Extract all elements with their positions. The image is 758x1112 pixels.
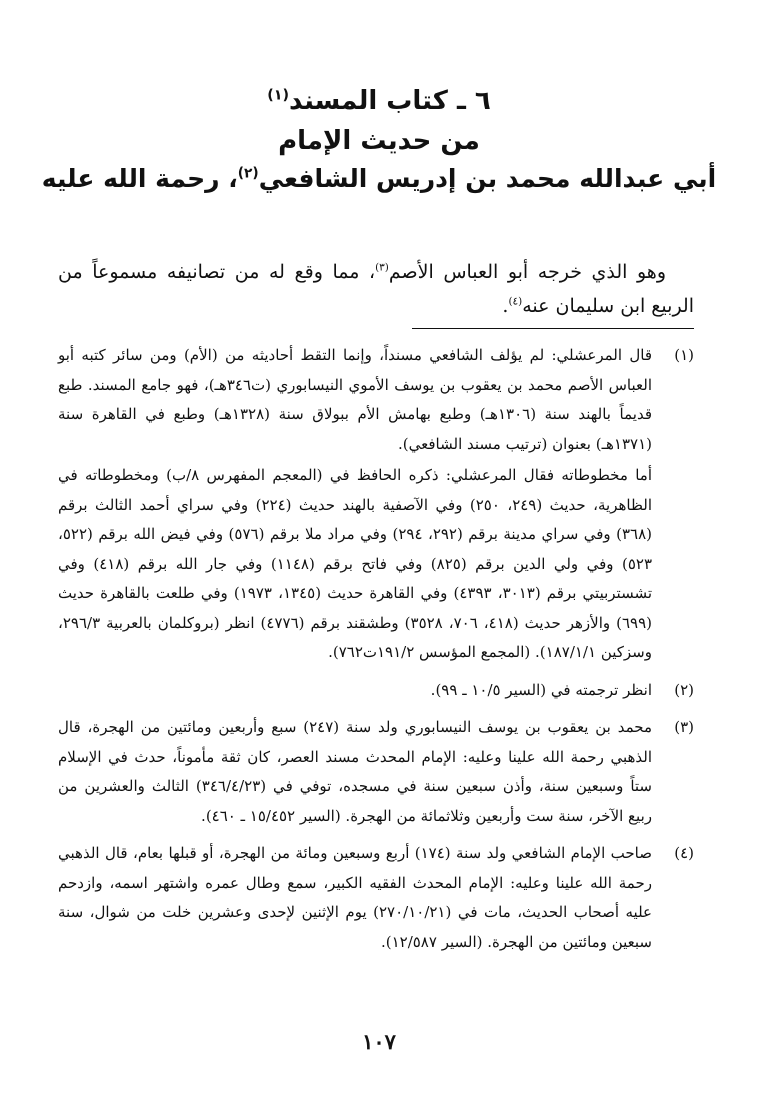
footnote-ref-2[interactable]: (٢): [237, 165, 259, 182]
chapter-subtitle-text: من حديث الإمام: [278, 126, 480, 156]
footnote-4: [58, 839, 694, 957]
page-number: ١٠٧: [362, 1029, 396, 1054]
footnote-1: [58, 341, 694, 668]
footnote-number: (٢): [674, 680, 694, 699]
footnote-spacer: [58, 668, 694, 676]
footnote-number: (٤): [674, 844, 694, 862]
footnote-spacer: [58, 705, 694, 713]
footnote-ref-3[interactable]: (٣): [375, 261, 389, 274]
footnote-paragraph: انظر ترجمته في (السير ١٠/٥ ـ ٩٩).: [430, 680, 652, 699]
chapter-title: [40, 84, 718, 118]
intro-text-2: ، مما وقع له من تصانيفه مسموعاً من الربيع ابن سليمان عنه: [58, 261, 694, 317]
intro-paragraph: [58, 255, 694, 323]
imam-name-text: أبي عبدالله محمد بن إدريس الشافعي: [258, 164, 717, 193]
footnote-divider: [412, 328, 694, 329]
footnote-ref-1[interactable]: (١): [267, 87, 290, 104]
footnote-3: [58, 713, 694, 831]
footnote-paragraph: محمد بن يعقوب بن يوسف النيسابوري ولد سنة (٢٤٧) سبع وأربعين ومائتين من الهجرة، قال الذهبي رحمة الله علينا وعليه: الإمام المحدث مسند العصر، كان ثقة مأموناً، حدث في الإسلام ستاً وسبعين سنة، وأذن سبعين سنة في مسجده، توفي في (٣٤٦/٤/٢٣) الثالث والعشرين من ربيع الآخر، سنة ست وأربعين وثلاثمائة من الهجرة. (السير ١٥/٤٥٢ ـ ٤٦٠).: [58, 718, 652, 825]
footnotes-section: [58, 341, 694, 957]
footnote-paragraph: قال المرعشلي: لم يؤلف الشافعي مسنداً، وإنما التقط أحاديثه من (الأم) ومن سائر كتبه أبو العباس الأصم محمد بن يعقوب بن يوسف الأموي النيسابوري (ت٣٤٦هـ)، فهو جامع المسند. طبع قديماً بالهند سنة (١٣٠٦هـ) وطبع بهامش الأم ببولاق سنة (١٣٢٨هـ) وطبع في القاهرة سنة (١٣٧١هـ) بعنوان (ترتيب مسند الشافعي).: [58, 346, 653, 453]
imam-name-heading: [40, 162, 718, 196]
footnote-2: [58, 676, 694, 706]
footnote-paragraph: صاحب الإمام الشافعي ولد سنة (١٧٤) أربع وسبعين ومائة من الهجرة، أو قبلها بعام، قال الذهبي رحمة الله علينا وعليه: الإمام المحدث الفقيه الكبير، سمع وطال عمره واشتهر اسمه، وازدحم عليه أصحاب الحديث، مات في (٢٧٠/١٠/٢١) يوم الإثنين لإحدى وعشرين خلت من شوال، سنة سبعين ومائتين من الهجرة. (السير ١٢/٥٨٧).: [58, 844, 652, 951]
footnote-number: (٣): [674, 718, 694, 736]
footnote-paragraph: أما مخطوطاته فقال المرعشلي: ذكره الحافظ في (المعجم المفهرس ٨/ب) ومخطوطاته في الظاهرية، حديث (٢٤٩، ٢٥٠) وفي الآصفية بالهند حديث (٢٢٤) وفي سراي أحمد الثالث برقم (٣٦٨) وفي سراي مدينة برقم (٢٩٢، ٢٩٤) وفي مراد ملا برقم (٥٧٦) وفي فيض الله برقم (٥٢٢، ٥٢٣) وفي ولي الدين برقم (٨٢٥) وفي فاتح برقم (١١٤٨) وفي جار الله برقم (٤١٨) وفي تشستربيتي برقم (٣٠١٣، ٤٣٩٣) وفي القاهرة حديث (١٣٤٥، ١٩٧٣) وفي طلعت بالقاهرة حديث (٦٩٩) والأزهر حديث (٤١٨، ٧٠٦، ٣٥٢٨) وطشقند برقم (٤٧٧٦) انظر (بروكلمان بالعربية ٢٩٦/٣، وسزكين ١٨٧/١/١). (المجمع المؤسس ١٩١/٢ت٧٦٢).: [58, 466, 653, 661]
intro-text-3: .: [502, 295, 509, 317]
footnote-number: (١): [674, 346, 694, 364]
chapter-subtitle: [40, 124, 718, 158]
intro-text-1: وهو الذي خرجه أبو العباس الأصم: [388, 261, 666, 283]
footnote-ref-4[interactable]: (٤): [508, 295, 523, 308]
imam-name-suffix: ، رحمة الله عليه: [41, 164, 238, 193]
chapter-title-text: ٦ ـ كتاب المسند: [289, 86, 491, 116]
footnote-spacer: [58, 831, 694, 839]
